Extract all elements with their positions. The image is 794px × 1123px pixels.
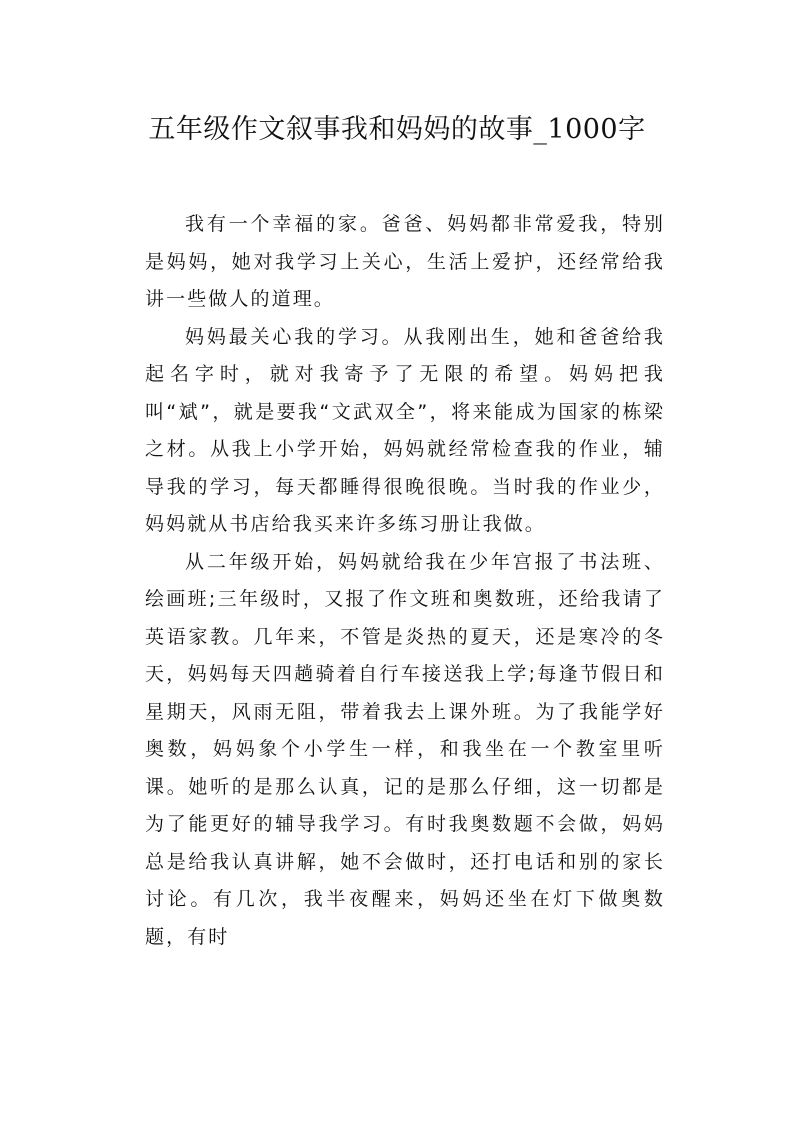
document-title: 五年级作文叙事我和妈妈的故事_1000字 [148,114,646,145]
paragraph-2: 妈妈最关心我的学习。从我刚出生，她和爸爸给我起名字时，就对我寄予了无限的希望。妈妈把我叫“斌”，就是要我“文武双全”，将来能成为国家的栋梁之材。从我上小学开始，妈妈就经常检查我的作业，辅导我的学习，每天都睡得很晚很晚。当时我的作业少，妈妈就从书店给我买来许多练习册让我做。 [145,325,665,535]
paragraph-1: 我有一个幸福的家。爸爸、妈妈都非常爱我，特别是妈妈，她对我学习上关心，生活上爱护，还经常给我讲一些做人的道理。 [145,213,665,310]
document-body [145,206,665,956]
paragraph-3: 从二年级开始，妈妈就给我在少年宫报了书法班、绘画班;三年级时，又报了作文班和奥数班，还给我请了英语家教。几年来，不管是炎热的夏天，还是寒冷的冬天，妈妈每天四趟骑着自行车接送我上学;每逢节假日和星期天，风雨无阻，带着我去上课外班。为了我能学好奥数，妈妈象个小学生一样，和我坐在一个教室里听课。她听的是那么认真，记的是那么仔细，这一切都是为了能更好的辅导我学习。有时我奥数题不会做，妈妈总是给我认真讲解，她不会做时，还打电话和别的家长讨论。有几次，我半夜醒来，妈妈还坐在灯下做奥数题，有时 [145,550,665,948]
